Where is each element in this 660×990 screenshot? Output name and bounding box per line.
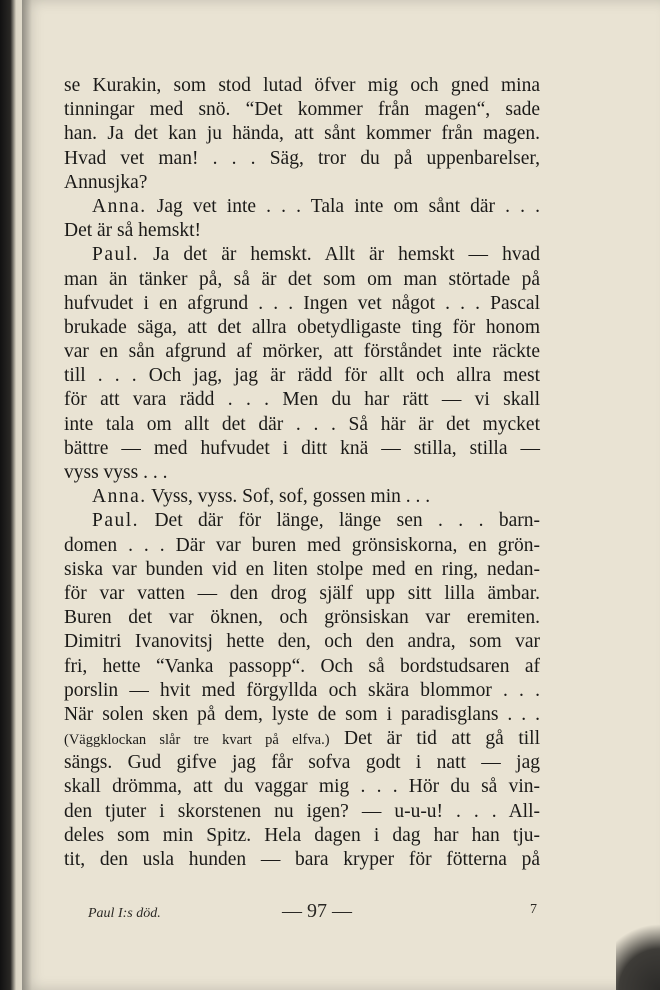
line-text: Dimitri Ivanovitsj hette den, och den andra, som var (64, 631, 540, 653)
speaker-name: Paul. (92, 510, 140, 532)
line-text: bättre — med hufvudet i ditt knä — stilla, stilla — (64, 437, 540, 459)
line-text: till . . . Och jag, jag är rädd för allt och allra mest (64, 365, 540, 387)
line-text: tinningar med snö. “Det kommer från magen“, sade (64, 99, 540, 121)
line-text: Jag vet inte . . . Tala inte om sånt där . . . (146, 195, 540, 217)
line-text: fri, hette “Vanka passopp“. Och så bordstudsaren af (64, 655, 540, 677)
line-text: skall drömma, att du vaggar mig . . . Hör du så vin- (64, 776, 540, 798)
signature-mark: 7 (530, 902, 537, 917)
running-title: Paul I:s död. (88, 906, 161, 921)
text-line (64, 703, 540, 727)
page-corner-shadow (616, 910, 660, 990)
line-text: han. Ja det kan ju hända, att sånt kommer från magen. (64, 123, 540, 145)
line-text: deles som min Spitz. Hela dagen i dag har han tju- (64, 824, 540, 846)
line-text: vyss vyss . . . (64, 462, 168, 483)
line-text: var en sån afgrund af mörker, att förståndet inte räckte (64, 341, 540, 363)
text-line (64, 751, 540, 775)
stage-direction: (Väggklockan slår tre kvart på elfva.) (64, 732, 330, 749)
line-text: Det är så hemskt! (64, 220, 201, 242)
line-text: Det är tid att gå till (329, 728, 540, 750)
line-text: hufvudet i en afgrund . . . Ingen vet något . . . Pascal (64, 292, 540, 314)
speaker-name: Anna. (92, 486, 147, 508)
text-line (64, 219, 540, 243)
speaker-name: Paul. (92, 244, 140, 266)
line-text: domen . . . Där var buren med grönsiskorna, en grön- (64, 534, 540, 556)
text-line (64, 268, 540, 292)
line-text: När solen sken på dem, lyste de som i paradisglans . . . (64, 703, 540, 725)
text-line (64, 437, 540, 461)
line-text: siska var bunden vid en liten stolpe med en ring, nedan- (64, 558, 540, 580)
line-text: tit, den usla hunden — bara kryper för fötterna på (64, 849, 540, 870)
text-line (64, 606, 540, 630)
text-line (64, 775, 540, 799)
text-line (64, 171, 540, 195)
line-text: Hvad vet man! . . . Säg, tror du på uppenbarelser, (64, 147, 540, 169)
text-line (64, 388, 540, 412)
text-line (64, 364, 540, 388)
text-line (64, 485, 540, 509)
text-line (64, 413, 540, 437)
text-line (64, 630, 540, 654)
line-text: brukade säga, att det allra obetydligaste ting för honom (64, 316, 540, 338)
line-text: man än tänker på, så är det som om man störtade på (64, 268, 540, 290)
line-text: Vyss, vyss. Sof, sof, gossen min . . . (146, 486, 431, 508)
text-line (64, 655, 540, 679)
line-text: se Kurakin, som stod lutad öfver mig och gned mina (64, 75, 540, 96)
text-line (64, 292, 540, 316)
text-line (64, 122, 540, 146)
page-number: — 97 — (282, 900, 352, 922)
text-line (64, 147, 540, 171)
text-line (64, 800, 540, 824)
line-text: Det där för länge, länge sen . . . barn- (139, 510, 540, 532)
line-text: för att vara rädd . . . Men du har rätt — vi skall (64, 389, 540, 411)
line-text: inte tala om allt det där . . . Så här är det mycket (64, 413, 540, 435)
text-line (64, 243, 540, 267)
text-line (64, 848, 540, 872)
line-text: sängs. Gud gifve jag får sofva godt i natt — jag (64, 752, 540, 774)
line-text: Ja det är hemskt. Allt är hemskt — hvad (139, 244, 540, 266)
text-line (64, 74, 540, 98)
text-line (64, 98, 540, 122)
text-line (64, 558, 540, 582)
line-text: den tjuter i skorstenen nu igen? — u-u-u! . . . All- (64, 800, 540, 822)
body-text (64, 74, 540, 872)
text-line (64, 582, 540, 606)
text-line (64, 824, 540, 848)
line-text: Buren det var öknen, och grönsiskan var eremiten. (64, 607, 540, 629)
text-line (64, 316, 540, 340)
text-line (64, 340, 540, 364)
text-line (64, 534, 540, 558)
speaker-name: Anna. (92, 195, 147, 217)
line-text: Annusjka? (64, 171, 148, 193)
text-line (64, 461, 540, 485)
line-text: för var vatten — den drog själf upp sitt lilla ämbar. (64, 582, 540, 604)
text-line (64, 727, 540, 751)
text-line (64, 509, 540, 533)
text-line (64, 679, 540, 703)
line-text: porslin — hvit med förgyllda och skära blommor . . . (64, 679, 540, 701)
text-line (64, 195, 540, 219)
page-fold-shadow (22, 0, 32, 990)
